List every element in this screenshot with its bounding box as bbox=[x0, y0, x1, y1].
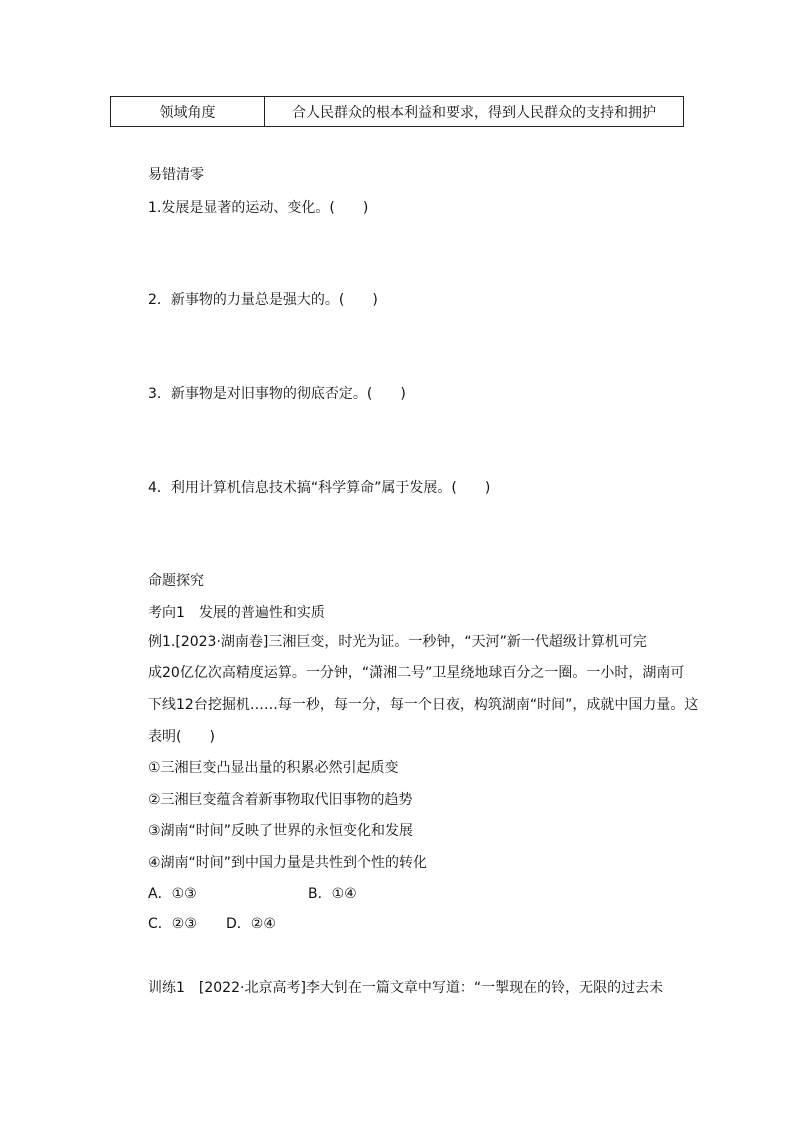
option-a: A．①③ bbox=[148, 886, 197, 902]
table-content-cell: 合人民群众的根本利益和要求，得到人民群众的支持和拥护 bbox=[292, 104, 656, 121]
error-item-4: 4．利用计算机信息技术搞“科学算命”属于发展。( ) bbox=[148, 480, 491, 496]
example-line-1: 例1.[2023·湖南卷]三湘巨变，时光为证。一秒钟，“天河”新一代超级计算机可完 bbox=[148, 634, 647, 650]
example-line-2: 成20亿亿次高精度运算。一分钟，“潇湘二号”卫星绕地球百分之一圈。一小时，湖南可 bbox=[148, 665, 685, 681]
exploration-topic: 考向1 发展的普遍性和实质 bbox=[148, 605, 325, 621]
example-line-4: 表明( ) bbox=[148, 729, 215, 745]
statement-3: ③湖南“时间”反映了世界的永恒变化和发展 bbox=[148, 823, 414, 839]
statement-4: ④湖南“时间”到中国力量是共性到个性的转化 bbox=[148, 855, 428, 871]
error-item-3: 3．新事物是对旧事物的彻底否定。( ) bbox=[148, 386, 406, 402]
statement-1: ①三湘巨变凸显出量的积累必然引起质变 bbox=[148, 760, 399, 776]
table-label-cell: 领域角度 bbox=[111, 97, 265, 126]
exploration-title: 命题探究 bbox=[148, 573, 204, 589]
option-b: B．①④ bbox=[308, 886, 357, 902]
info-table bbox=[110, 96, 684, 127]
option-c: C．②③ bbox=[148, 916, 197, 932]
errors-section-title: 易错清零 bbox=[148, 167, 204, 183]
statement-2: ②三湘巨变蕴含着新事物取代旧事物的趋势 bbox=[148, 792, 413, 808]
training-1: 训练1 [2022·北京高考]李大钊在一篇文章中写道：“一掣现在的铃，无限的过去未 bbox=[148, 980, 664, 996]
example-line-3: 下线12台挖掘机……每一秒，每一分，每一个日夜，构筑湖南“时间”，成就中国力量。这 bbox=[148, 697, 699, 713]
error-item-2: 2．新事物的力量总是强大的。( ) bbox=[148, 292, 378, 308]
option-d: D．②④ bbox=[226, 916, 276, 932]
error-item-1: 1.发展是显著的运动、变化。( ) bbox=[148, 200, 369, 216]
